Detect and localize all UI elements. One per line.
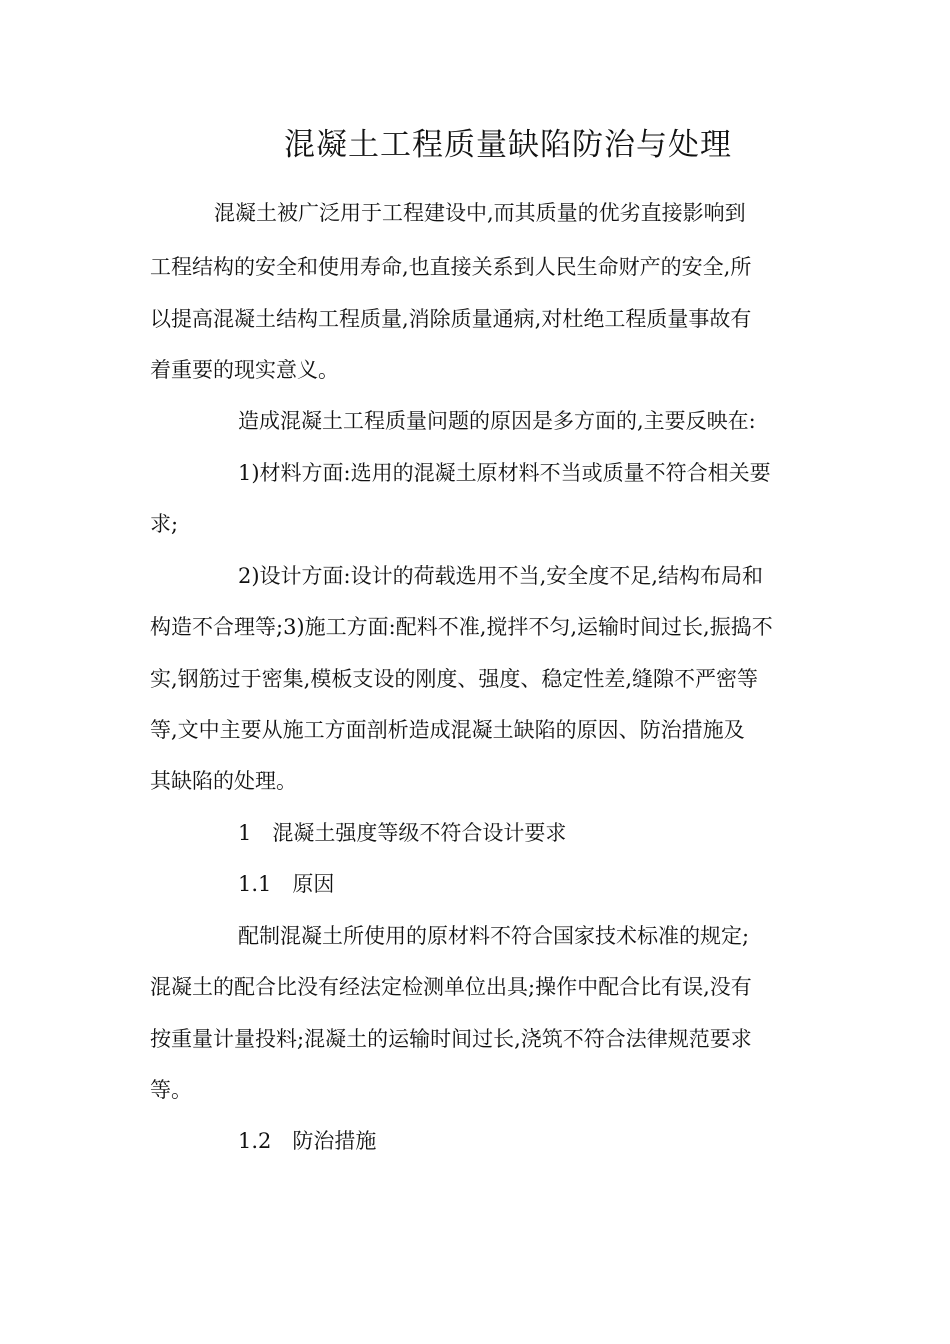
paragraph-line: 等。 [150,1078,192,1102]
paragraph-line: 混凝土的配合比没有经法定检测单位出具;操作中配合比有误,没有 [150,975,752,999]
paragraph-line: 2)设计方面:设计的荷载选用不当,安全度不足,结构布局和 [238,564,763,588]
paragraph-line: 其缺陷的处理。 [150,769,297,793]
paragraph-line: 实,钢筋过于密集,模板支设的刚度、强度、稳定性差,缝隙不严密等 [150,667,759,691]
subsection-heading: 1.1 原因 [238,872,335,896]
paragraph-line: 配制混凝土所使用的原材料不符合国家技术标准的规定; [238,924,750,948]
paragraph-line: 等,文中主要从施工方面剖析造成混凝土缺陷的原因、防治措施及 [150,718,745,742]
paragraph-line: 按重量计量投料;混凝土的运输时间过长,浇筑不符合法律规范要求 [150,1027,752,1051]
paragraph-line: 着重要的现实意义。 [150,358,339,382]
paragraph-line: 造成混凝土工程质量问题的原因是多方面的,主要反映在: [238,409,756,433]
paragraph-line: 以提高混凝土结构工程质量,消除质量通病,对杜绝工程质量事故有 [150,307,752,331]
paragraph-line: 1)材料方面:选用的混凝土原材料不当或质量不符合相关要 [238,461,771,485]
paragraph-line: 求; [150,512,179,536]
paragraph-line: 构造不合理等;3)施工方面:配料不准,搅拌不匀,运输时间过长,振捣不 [150,615,773,639]
document-title: 混凝土工程质量缺陷防治与处理 [284,127,732,163]
paragraph-line: 混凝土被广泛用于工程建设中,而其质量的优劣直接影响到 [214,201,746,225]
paragraph-line: 工程结构的安全和使用寿命,也直接关系到人民生命财产的安全,所 [150,255,752,279]
subsection-heading: 1.2 防治措施 [238,1129,377,1153]
section-heading: 1 混凝土强度等级不符合设计要求 [238,821,567,845]
